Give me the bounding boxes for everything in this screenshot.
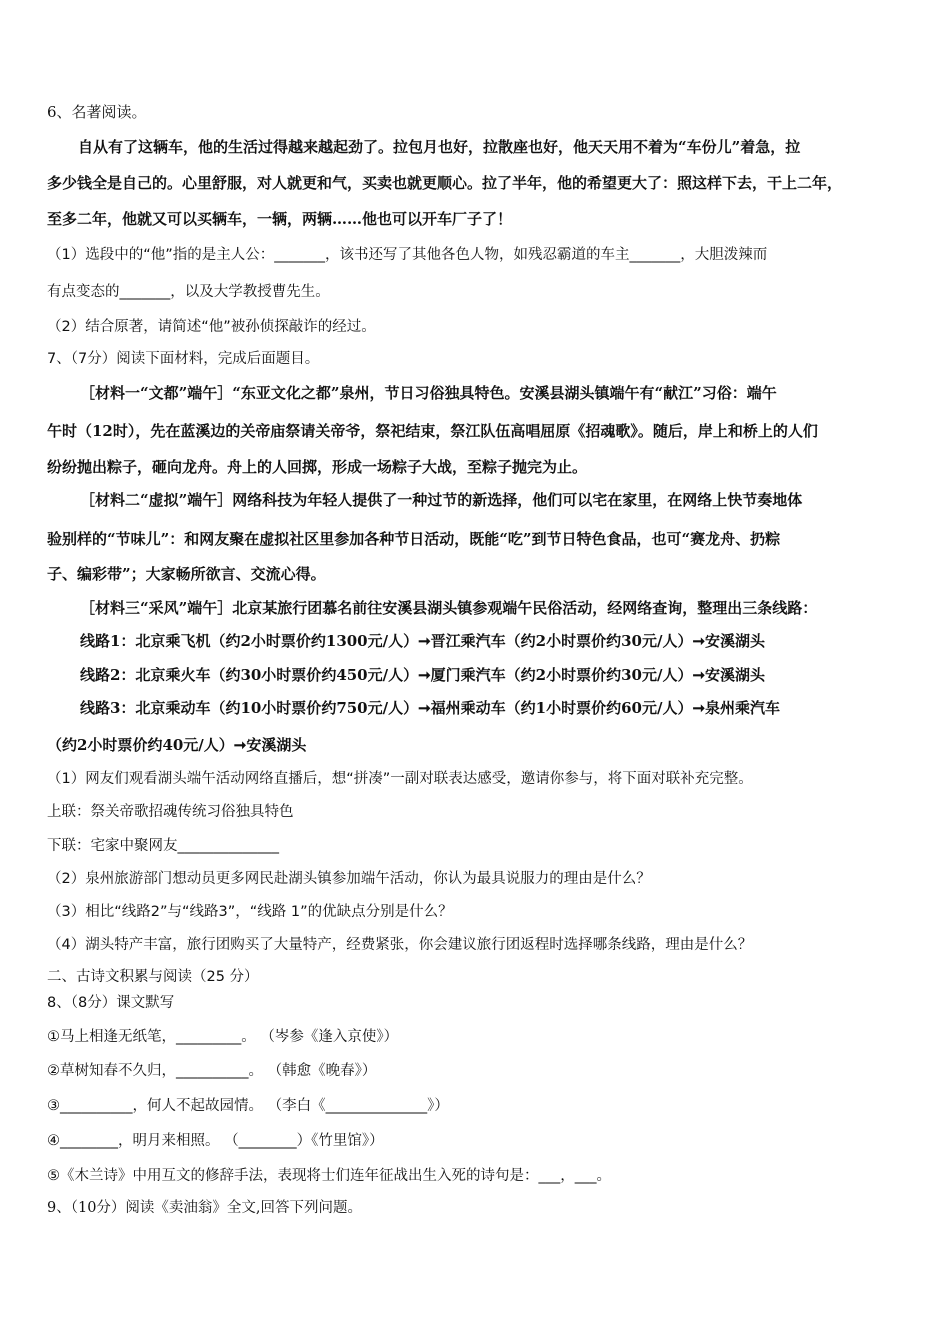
q7-route-3-cont: （约2小时票价约40元/人）➞安溪湖头 bbox=[47, 736, 307, 754]
q7-sub2: （2）泉州旅游部门想动员更多网民赴湖头镇参加端午活动，你认为最具说服力的理由是什么？ bbox=[47, 871, 651, 887]
q8-item-1: ①马上相逢无纸笔，_________。 （岑参《逢入京使》） bbox=[47, 1029, 399, 1045]
q7-sub4: （4）湖头特产丰富，旅行团购买了大量特产，经费紧张，你会建议旅行团返程时选择哪条线路，理由是什么？ bbox=[47, 937, 753, 953]
q6-passage-line-3: 至多二年，他就又可以买辆车，一辆，两辆……他也可以开车厂子了！ bbox=[47, 210, 513, 228]
couplet-upper: 上联：祭关帝歌招魂传统习俗独具特色 bbox=[47, 804, 294, 820]
q9-title: 9、（10分）阅读《卖油翁》全文,回答下列问题。 bbox=[47, 1200, 363, 1216]
q6-title: 6、名著阅读。 bbox=[47, 103, 147, 121]
q6-passage-line-1: 自从有了这辆车，他的生活过得越来越起劲了。拉包月也好，拉散座也好，他天天用不着为“车份儿”着急，拉 bbox=[78, 138, 801, 156]
q7-route-1: 线路1：北京乘飞机（约2小时票价约1300元/人）➞晋江乘汽车（约2小时票价约30元/人）➞安溪湖头 bbox=[80, 632, 766, 650]
q8-item-4: ④________，明月来相照。 （________）《竹里馆》） bbox=[47, 1133, 384, 1149]
q7-m2-line-2: 验别样的“节味儿”：和网友聚在虚拟社区里参加各种节日活动，既能“吃”到节日特色食品，也可“赛龙舟、扔粽 bbox=[47, 530, 781, 548]
q7-m1-line-3: 纷纷抛出粽子，砸向龙舟。舟上的人回掷，形成一场粽子大战，至粽子抛完为止。 bbox=[47, 458, 588, 476]
q7-m2-line-1: ［材料二“虚拟”端午］网络科技为年轻人提供了一种过节的新选择，他们可以宅在家里，在网络上快节奏地体 bbox=[80, 491, 803, 509]
q6-sub1-line-1: （1）选段中的“他”指的是主人公：_______，该书还写了其他各色人物，如残忍霸道的车主_______，大胆泼辣而 bbox=[47, 247, 768, 263]
q7-sub1: （1）网友们观看湖头端午活动网络直播后，想“拼凑”一副对联表达感受，邀请你参与，将下面对联补充完整。 bbox=[47, 771, 753, 787]
q7-title: 7、（7分）阅读下面材料，完成后面题目。 bbox=[47, 351, 320, 367]
q8-item-2: ②草树知春不久归，__________。 （韩愈《晚春》） bbox=[47, 1063, 377, 1079]
q8-title: 8、（8分）课文默写 bbox=[47, 995, 175, 1011]
q7-m2-line-3: 子、编彩带”；大家畅所欲言、交流心得。 bbox=[47, 565, 326, 583]
q8-item-5: ⑤《木兰诗》中用互文的修辞手法，表现将士们连年征战出生入死的诗句是：___，___。 bbox=[47, 1168, 611, 1184]
q7-sub3: （3）相比“线路2”与“线路3”，“线路 1”的优缺点分别是什么？ bbox=[47, 904, 453, 920]
section-2-heading: 二、古诗文积累与阅读（25 分） bbox=[47, 969, 259, 985]
q8-item-3: ③__________，何人不起故园情。 （李白《______________》） bbox=[47, 1098, 449, 1114]
q7-route-2: 线路2：北京乘火车（约30小时票价约450元/人）➞厦门乘汽车（约2小时票价约30元/人）➞安溪湖头 bbox=[80, 666, 766, 684]
q6-passage-line-2: 多少钱全是自己的。心里舒服，对人就更和气，买卖也就更顺心。拉了半年，他的希望更大了：照这样下去，干上二年， bbox=[47, 174, 843, 192]
q7-m3-intro: ［材料三“采风”端午］北京某旅行团慕名前往安溪县湖头镇参观端午民俗活动，经网络查询，整理出三条线路： bbox=[80, 599, 818, 617]
q7-m1-line-2: 午时（12时），先在蓝溪边的关帝庙祭请关帝爷，祭祀结束，祭江队伍高唱屈原《招魂歌》。随后，岸上和桥上的人们 bbox=[47, 422, 818, 440]
q7-route-3: 线路3：北京乘动车（约10小时票价约750元/人）➞福州乘动车（约1小时票价约60元/人）➞泉州乘汽车 bbox=[80, 699, 781, 717]
couplet-lower: 下联：宅家中聚网友______________ bbox=[47, 838, 279, 854]
q6-sub2: （2）结合原著，请简述“他”被孙侦探敲诈的经过。 bbox=[47, 319, 376, 335]
q7-m1-line-1: ［材料一“文都”端午］“东亚文化之都”泉州，节日习俗独具特色。安溪县湖头镇端午有“献江”习俗：端午 bbox=[80, 384, 777, 402]
q6-sub1-line-2: 有点变态的_______，以及大学教授曹先生。 bbox=[47, 284, 330, 300]
